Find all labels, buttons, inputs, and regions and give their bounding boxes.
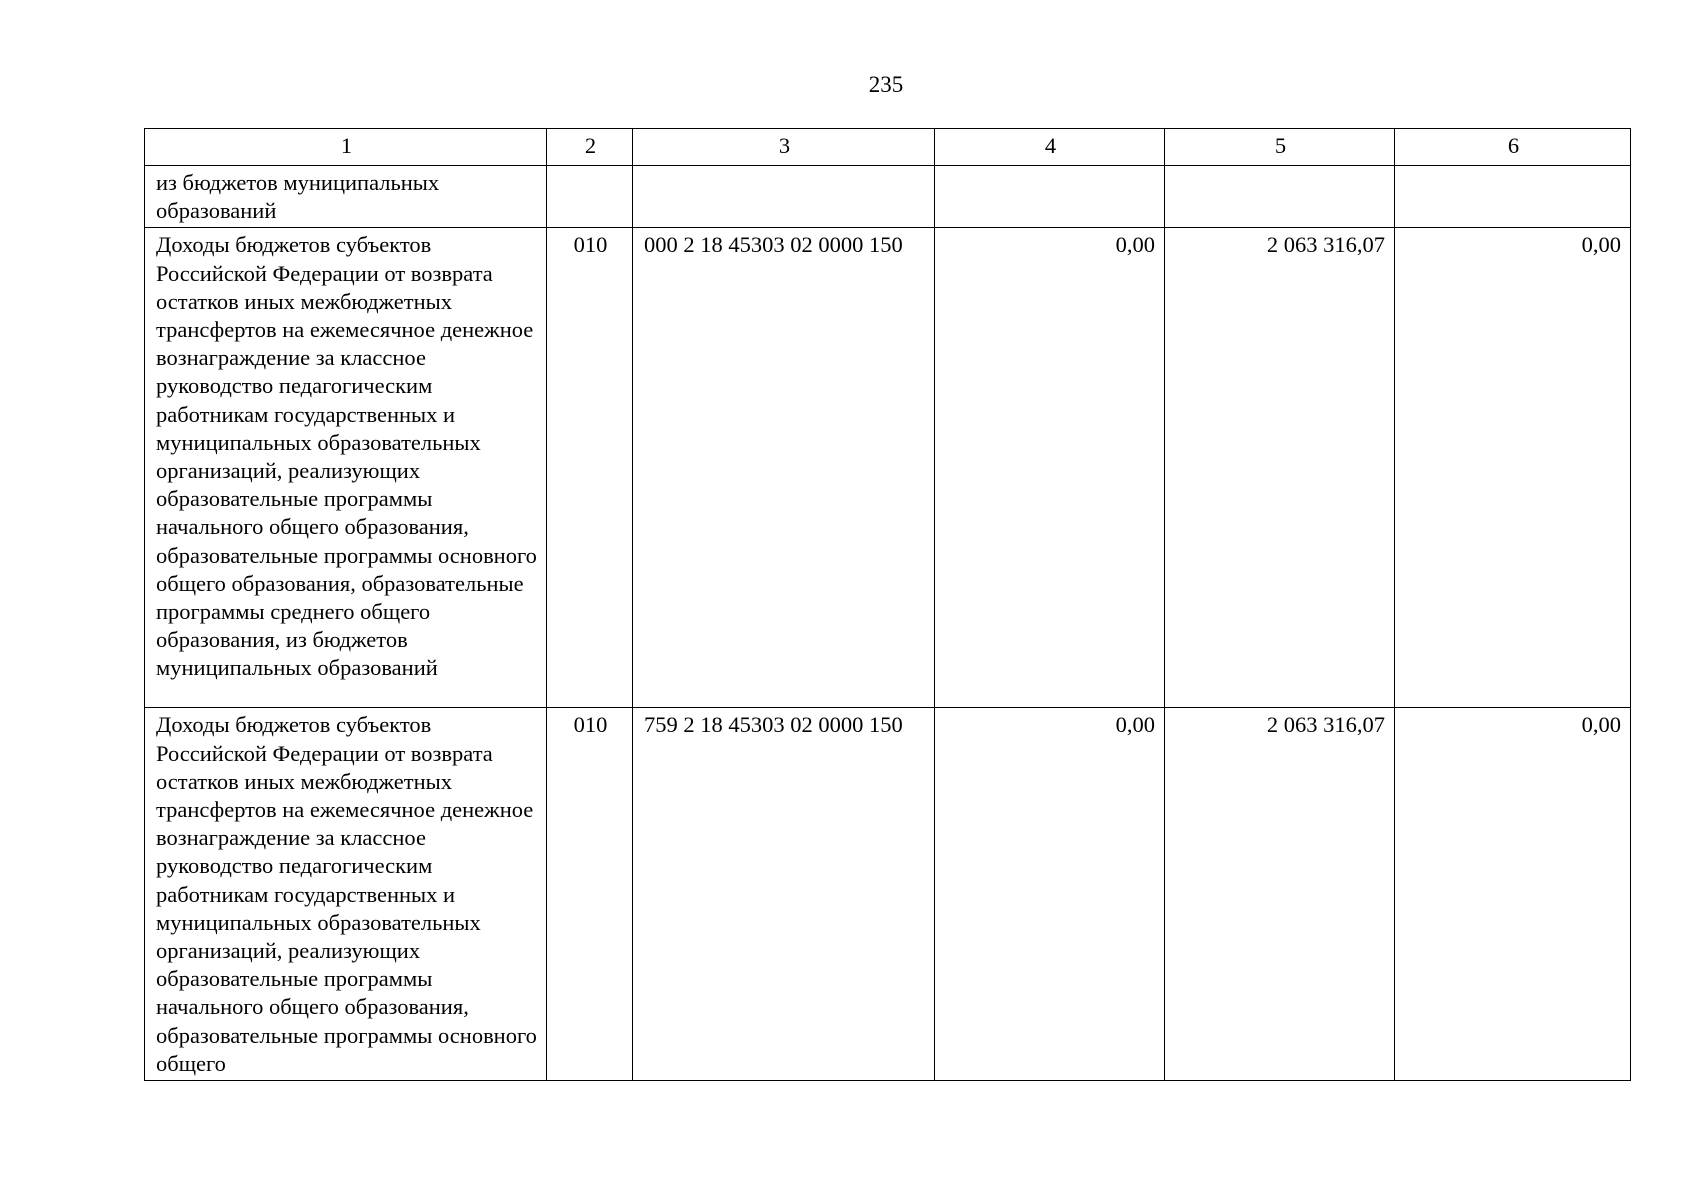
table-row xyxy=(145,166,1631,228)
line-code xyxy=(547,166,633,228)
budget-table xyxy=(144,128,1631,1081)
line-code: 010 xyxy=(547,708,633,1081)
table-header-row xyxy=(145,129,1631,166)
row-name: из бюджетов муниципальных образований xyxy=(145,166,547,228)
value-col-5: 2 063 316,07 xyxy=(1165,708,1395,1081)
value-col-4: 0,00 xyxy=(935,708,1165,1081)
value-col-6 xyxy=(1395,166,1631,228)
row-name: Доходы бюджетов субъектов Российской Федерации от возврата остатков иных межбюджетных трансфертов на ежемесячное денежное вознаграждение за классное руководство педагогическим работникам государственных и муниципальных образовательных организаций, реализующих образовательные программы начального общего образования, образовательные программы основного общего образования, образовательные программы среднего общего образования, из бюджетов муниципальных образований xyxy=(145,228,547,708)
value-col-4: 0,00 xyxy=(935,228,1165,708)
column-header: 6 xyxy=(1395,129,1631,166)
value-col-6: 0,00 xyxy=(1395,228,1631,708)
column-header: 5 xyxy=(1165,129,1395,166)
column-header: 4 xyxy=(935,129,1165,166)
budget-classification-code: 000 2 18 45303 02 0000 150 xyxy=(633,228,935,708)
value-col-5: 2 063 316,07 xyxy=(1165,228,1395,708)
page-number: 235 xyxy=(868,72,904,97)
row-name: Доходы бюджетов субъектов Российской Федерации от возврата остатков иных межбюджетных трансфертов на ежемесячное денежное вознаграждение за классное руководство педагогическим работникам государственных и муниципальных образовательных организаций, реализующих образовательные программы начального общего образования, образовательные программы основного общего xyxy=(145,708,547,1081)
value-col-6: 0,00 xyxy=(1395,708,1631,1081)
table-row xyxy=(145,708,1631,1081)
column-header: 2 xyxy=(547,129,633,166)
value-col-4 xyxy=(935,166,1165,228)
budget-classification-code: 759 2 18 45303 02 0000 150 xyxy=(633,708,935,1081)
value-col-5 xyxy=(1165,166,1395,228)
budget-classification-code xyxy=(633,166,935,228)
line-code: 010 xyxy=(547,228,633,708)
table-row xyxy=(145,228,1631,708)
column-header: 3 xyxy=(633,129,935,166)
column-header: 1 xyxy=(145,129,547,166)
